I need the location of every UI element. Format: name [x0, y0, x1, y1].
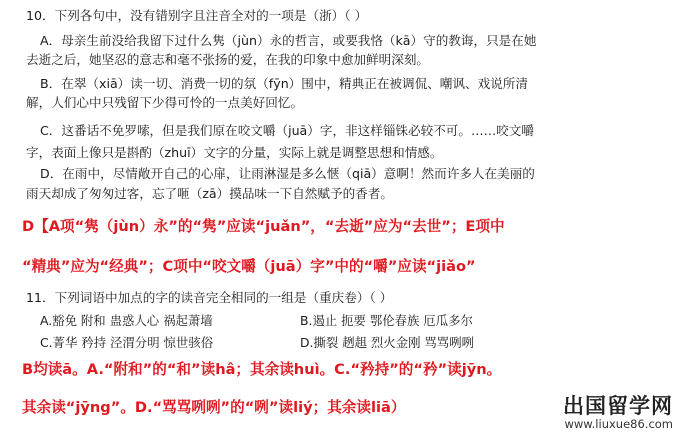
question-11-option-c: C.菁华 矜持 泾渭分明 惊世骇俗 — [40, 335, 214, 350]
question-10-option-b-line2: 解，人们心中只残留下少得可怜的一点美好回忆。 — [26, 95, 304, 110]
question-10-option-a-line2: 去逝之后，她坚忍的意志和毫不张扬的爱，在我的印象中愈加鲜明深刻。 — [26, 52, 429, 67]
question-10-option-c-line2: 字，表面上像只是斟酌（zhuī）文字的分量，实际上就是调整思想和情感。 — [26, 145, 443, 160]
answer-10-line2: “精典”应为“经典”；C项中“咬文嚼（juā）字”中的“嚼”应读“jiǎo” — [22, 258, 476, 275]
question-11-option-d: D.撕裂 趔趄 烈火金刚 骂骂咧咧 — [300, 335, 474, 350]
question-10-option-b-line1: B．在翠（xiā）读一切、消费一切的氛（fȳn）围中，精典正在被调侃、嘲讽、戏说所清 — [40, 76, 528, 91]
answer-11-line2: 其余读“jȳng”。D.“骂骂咧咧”的“咧”读liý；其余读liā） — [22, 399, 406, 416]
site-watermark — [497, 394, 673, 431]
question-10-title: 10．下列各句中，没有错别字且注音全对的一项是（浙）（ ） — [26, 8, 368, 23]
question-10-option-d-line1: D．在雨中，尽情敞开自己的心扉，让雨淋湿是多么惬（qiā）意啊！然而许多人在美丽的 — [40, 166, 535, 181]
question-10-option-a-line1: A．母亲生前没给我留下过什么隽（jùn）永的哲言，或要我恪（kā）守的教诲，只是在她 — [40, 33, 537, 48]
question-11-option-a: A.豁免 附和 蛊惑人心 祸起萧墙 — [40, 313, 213, 328]
question-10-option-d-line2: 雨天却成了匆匆过客，忘了咂（zā）摸品味一下自然赋予的香者。 — [26, 186, 393, 201]
watermark-url: www.liuxue86.com — [564, 417, 673, 431]
watermark-title: 出国留学网 — [563, 393, 673, 418]
answer-11-line1: B均读ā。A.“附和”的“和”读hâ；其余读huì。C.“矜持”的“矜”读jȳn。 — [22, 361, 502, 378]
answer-10-line1: D【A项“隽（jùn）永”的“隽”应读“juǎn”，“去逝”应为“去世”；E项中 — [22, 218, 505, 235]
question-11-option-b: B.遏止 扼要 鄂伦春族 厄瓜多尔 — [300, 313, 473, 328]
question-11-title: 11．下列词语中加点的字的读音完全相同的一组是（重庆卷）（ ） — [26, 290, 393, 305]
question-10-option-c-line1: C．这番话不免罗嗦，但是我们原在咬文嚼（juā）字，非这样锱铢必较不可。……咬文嚼 — [40, 123, 534, 138]
